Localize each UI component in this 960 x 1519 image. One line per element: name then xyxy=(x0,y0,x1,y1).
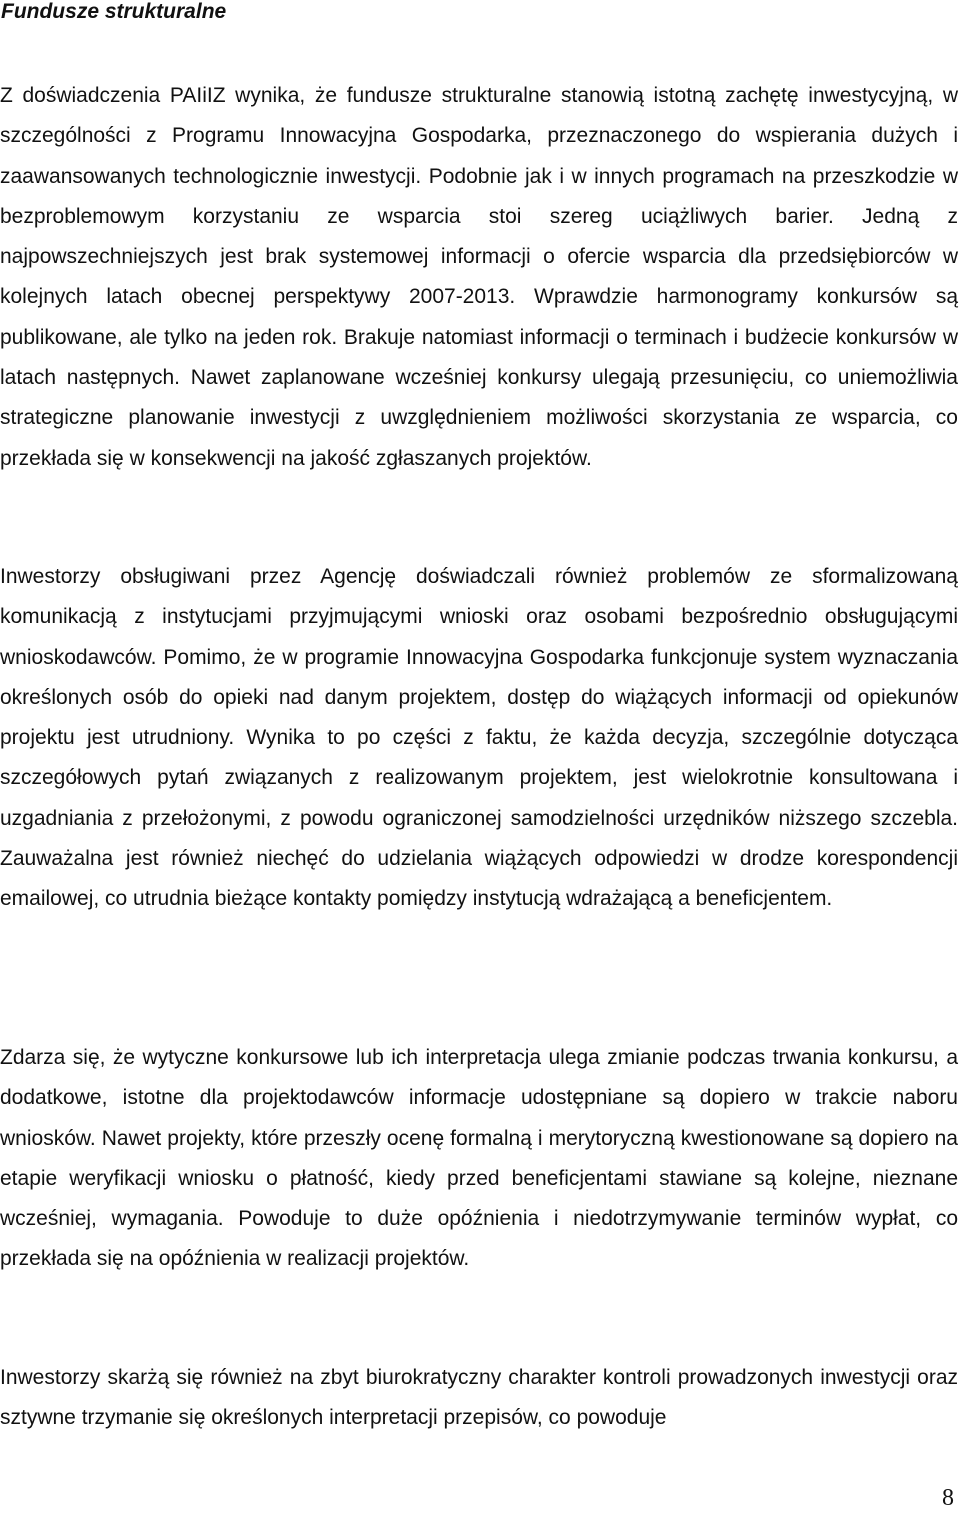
paragraph-1: Z doświadczenia PAIiIZ wynika, że fundusze strukturalne stanowią istotną zachętę inwestycyjną, w szczególności z Programu Innowacyjna Gospodarka, przeznaczonego do wspierania dużych i zaawansowanych technologicznie inwestycji. Podobnie jak i w innych programach na przeszkodzie w bezproblemowym korzystaniu ze wsparcia stoi szereg uciążliwych barier. Jedną z najpowszechniejszych jest brak systemowej informacji o ofercie wsparcia dla przedsiębiorców w kolejnych latach obecnej perspektywy 2007-2013. Wprawdzie harmonogramy konkursów są publikowane, ale tylko na jeden rok. Brakuje natomiast informacji o terminach i budżecie konkursów w latach następnych. Nawet zaplanowane wcześniej konkursy ulegają przesunięciu, co uniemożliwia strategiczne planowanie inwestycji z uwzględnieniem możliwości skorzystania ze wsparcia, co przekłada się w konsekwencji na jakość zgłaszanych projektów. xyxy=(0,84,958,470)
paragraph-4: Inwestorzy skarżą się również na zbyt biurokratyczny charakter kontroli prowadzonych inwestycji oraz sztywne trzymanie się określonych interpretacji przepisów, co powoduje xyxy=(0,1366,958,1430)
paragraph-2: Inwestorzy obsługiwani przez Agencję doświadczali również problemów ze sformalizowaną komunikacją z instytucjami przyjmującymi wnioski oraz osobami bezpośrednio obsługującymi wnioskodawców. Pomimo, że w programie Innowacyjna Gospodarka funkcjonuje system wyznaczania określonych osób do opieki nad danym projektem, dostęp do wiążących informacji od opiekunów projektu jest utrudniony. Wynika to po części z faktu, że każda decyzja, szczególnie dotycząca szczegółowych pytań związanych z realizowanym projektem, jest wielokrotnie konsultowana i uzgadniania z przełożonymi, z powodu ograniczonej samodzielności urzędników niższego szczebla. Zauważalna jest również niechęć do udzielania wiążących odpowiedzi w drodze korespondencji emailowej, co utrudnia bieżące kontakty pomiędzy instytucją wdrażającą a beneficjentem. xyxy=(0,565,958,911)
section-heading: Fundusze strukturalne xyxy=(1,0,227,23)
page-number: 8 xyxy=(942,1485,954,1511)
paragraph-3: Zdarza się, że wytyczne konkursowe lub ich interpretacja ulega zmianie podczas trwania konkursu, a dodatkowe, istotne dla projektodawców informacje udostępniane są dopiero w trakcie naboru wniosków. Nawet projekty, które przeszły ocenę formalną i merytoryczną kwestionowane są dopiero na etapie weryfikacji wniosku o płatność, kiedy przed beneficjentami stawiane są kolejne, nieznane wcześniej, wymagania. Powoduje to duże opóźnienia i niedotrzymywanie terminów wypłat, co przekłada się na opóźnienia w realizacji projektów. xyxy=(0,1046,958,1271)
